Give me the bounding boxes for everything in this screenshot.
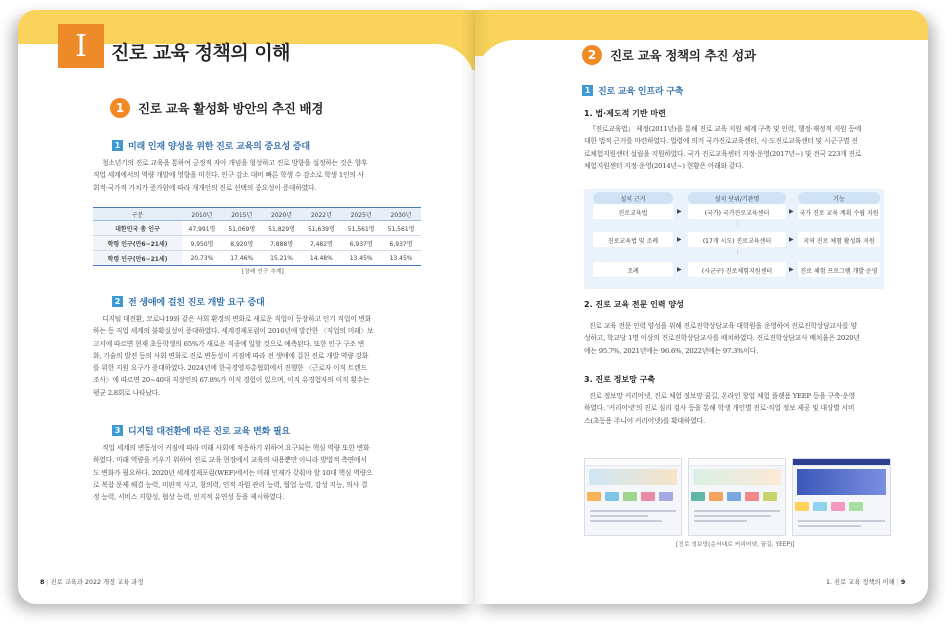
section-title: 진로 교육 활성화 방안의 추진 배경 bbox=[138, 101, 324, 116]
population-table bbox=[93, 207, 421, 266]
table-caption: [장래 인구 추계] bbox=[242, 269, 284, 275]
table-cell: 51,561명 bbox=[381, 221, 421, 236]
paragraph-legal-foundation bbox=[584, 123, 889, 172]
section-title: 진로 교육 정책의 추진 성과 bbox=[610, 48, 756, 63]
text-line: 정 능력, 서비스 지향성, 협상 능력, 인지적 유연성 등을 제시하였다. bbox=[93, 493, 284, 502]
chapter-title: 진로 교육 정책의 이해 bbox=[111, 42, 291, 64]
table-cell: 9,950명 bbox=[182, 236, 222, 251]
table-cell: 7,888명 bbox=[262, 236, 302, 251]
text-line: 를 위한 지원 요구가 증대하였다. 2024년에 한국경영자총협회에서 진행한 〈근로자 이직 트렌드 bbox=[93, 364, 367, 373]
table-cell: 13.45% bbox=[341, 251, 381, 266]
footer-text: 1. 진로 교육 정책의 이해 bbox=[826, 579, 895, 586]
text-line: 직업 세계에서의 역량 개발에 영향을 미친다. 인구 감소 대비 빠른 학생 수 감소로 학생 1인의 사 bbox=[93, 171, 365, 180]
subsection-heading-2 bbox=[112, 295, 265, 308]
text-line: 에는 95.7%, 2021년에는 96.6%, 2022년에는 97.3%이다. bbox=[584, 346, 759, 355]
row-header: 학령 인구(만6~21세) bbox=[93, 251, 182, 266]
paragraph-expert-training bbox=[584, 320, 889, 357]
arrow-right-icon: ▶ bbox=[789, 236, 794, 243]
text-line: 대한 법적 근거를 마련하였다. 법령에 의거 국가진로교육센터, 시·도진로교육센터 및 시군구별 진 bbox=[584, 137, 858, 146]
column-header: 2025년 bbox=[341, 208, 381, 221]
diagram-column-head: 설치 근거 bbox=[593, 192, 673, 204]
table-cell: 6,937명 bbox=[341, 236, 381, 251]
chapter-roman: I bbox=[75, 28, 87, 64]
page-number: 9 bbox=[900, 579, 906, 586]
diagram-institution: (국가) 국가진로교육센터 bbox=[704, 210, 770, 217]
table-cell: 13.45% bbox=[381, 251, 421, 266]
arrow-right-icon: ▶ bbox=[677, 208, 682, 215]
screenshots-caption: [진로 정보망(순서대로 커리어넷, 꿈길, YEEP)] bbox=[676, 542, 795, 548]
paragraph-importance bbox=[93, 157, 425, 194]
diagram-basis: 진로교육법 bbox=[618, 210, 648, 217]
text-line: 직업 세계의 변동성이 커짐에 따라 미래 사회에 적응하기 위하여 요구되는 핵심 역량 또한 변화 bbox=[102, 444, 370, 452]
text-line: 회적·국가적 가치가 증가함에 따라 개개인의 진로 선택의 중요성이 증대하였다. bbox=[93, 183, 317, 192]
table-cell: 51,829명 bbox=[262, 221, 302, 236]
diagram-basis: 조례 bbox=[627, 268, 639, 275]
text-line: 진로 정보망 커리어넷, 진로 체험 정보망 꿈길, 온라인 창업 체험 플랫폼 YEEP 등을 구축·운영 bbox=[589, 392, 855, 400]
vertical-dots-icon: ⋮ bbox=[735, 250, 740, 256]
paragraph-career-development bbox=[93, 313, 425, 399]
diagram-institution: (17개 시도) 진로교육센터 bbox=[702, 238, 772, 245]
text-line: 하였다. '커리어넷'의 진로 심리 검사 등을 통해 학생 개인별 진로·직업 정보 제공 및 대상별 서비 bbox=[584, 404, 855, 413]
arrow-right-icon: ▶ bbox=[789, 208, 794, 215]
table-cell: 51,069명 bbox=[222, 221, 262, 236]
column-header: 2030년 bbox=[381, 208, 421, 221]
subsection-number-badge: 1 bbox=[582, 85, 593, 96]
table-cell: 47,991명 bbox=[182, 221, 222, 236]
yeep-screenshot bbox=[792, 458, 891, 536]
info-network-screenshots bbox=[584, 458, 891, 536]
subsection-heading-1 bbox=[112, 139, 310, 152]
table-cell: 51,639명 bbox=[301, 221, 341, 236]
table-cell: 8,920명 bbox=[222, 236, 262, 251]
text-line: 스(초등용 주니어 커리어넷)를 확대하였다. bbox=[584, 416, 705, 425]
column-header: 2020년 bbox=[262, 208, 302, 221]
page-number: 8 bbox=[40, 579, 45, 586]
diagram-column-head: 설치 단위/기관명 bbox=[688, 192, 786, 204]
vertical-dots-icon: ⋮ bbox=[735, 221, 740, 227]
arrow-right-icon: ▶ bbox=[677, 266, 682, 273]
text-line: 청소년기의 진로 교육을 통하여 긍정적 자아 개념을 형성하고 진로 방향을 설정하는 것은 향후 bbox=[102, 159, 368, 167]
subsection-title: 진로 교육 인프라 구축 bbox=[598, 87, 684, 97]
subsection-number-badge: 1 bbox=[112, 140, 123, 151]
subsection-heading-infra bbox=[582, 84, 683, 97]
row-header: 대한민국 총 인구 bbox=[93, 221, 182, 236]
right-footer: 1. 진로 교육 정책의 이해 | 9 bbox=[826, 579, 906, 586]
chapter-number-tab bbox=[58, 24, 104, 68]
table-cell: 15.21% bbox=[262, 251, 302, 266]
column-header: 2022년 bbox=[301, 208, 341, 221]
footer-text: 진로 교육과 2022 개정 교육 과정 bbox=[50, 579, 144, 586]
table-cell: 7,482명 bbox=[301, 236, 341, 251]
paragraph-info-network bbox=[584, 390, 889, 427]
text-line: 로체험지원센터 설립을 지원하였다. 국가 진로교육센터 지정·운영(2017년~) 및 전국 223개 진로 bbox=[584, 149, 862, 158]
diagram-function: 국가 진로 교육 계획 수립 지원 bbox=[799, 210, 879, 217]
text-line: 도 변화가 필요하다. 2020년 세계경제포럼(WEF)에서는 미래 인재가 갖춰야 할 10대 핵심 역량으 bbox=[93, 468, 373, 477]
subsection-title: 전 생애에 걸친 진로 개발 요구 증대 bbox=[128, 298, 265, 308]
diagram-function: 진로 체험 프로그램 개발·운영 bbox=[800, 268, 878, 275]
table-row bbox=[93, 251, 421, 266]
arrow-right-icon: ▶ bbox=[677, 236, 682, 243]
diagram-institution: (시군구) 진로체험지원센터 bbox=[701, 268, 773, 275]
text-line: 화, 기술의 발전 등의 사회 변화로 진로 변동성이 커짐에 따라 전 생애에 걸친 진로 개발 역량 강화 bbox=[93, 351, 369, 360]
text-line: 고서에 따르면 현재 초등학생의 65%가 새로운 직종에 일할 것으로 예측된다. 또한 인구 구조 변 bbox=[93, 339, 365, 348]
legal-foundation-heading: 1. 법·제도적 기반 마련 bbox=[584, 109, 666, 118]
table-row bbox=[93, 236, 421, 251]
column-header: 구분 bbox=[93, 208, 182, 221]
paragraph-digital-transformation bbox=[93, 442, 425, 503]
section-heading-2 bbox=[582, 45, 756, 65]
column-header: 2010년 bbox=[182, 208, 222, 221]
text-line: 디지털 대전환, 코로나19와 같은 사회 환경의 변화로 새로운 직업이 등장하고 인기 직업이 변화 bbox=[102, 315, 372, 323]
section-heading-1 bbox=[110, 98, 323, 118]
text-line: 조사〉에 따르면 20~40대 직장인의 67.8%가 이직 경험이 있으며, 이직 유경험자의 이직 횟수는 bbox=[93, 376, 370, 385]
table-cell: 20.73% bbox=[182, 251, 222, 266]
table-cell: 51,561명 bbox=[341, 221, 381, 236]
subsection-heading-3 bbox=[112, 424, 290, 437]
subsection-number-badge: 2 bbox=[112, 296, 123, 307]
text-line: 체험지원센터 지정·운영(2014년~) 현황은 아래와 같다. bbox=[584, 161, 744, 170]
section-number-badge: 2 bbox=[582, 45, 602, 65]
table-cell: 6,937명 bbox=[381, 236, 421, 251]
table-header-row bbox=[93, 208, 421, 221]
expert-training-heading: 2. 진로 교육 전문 인력 양성 bbox=[584, 300, 684, 309]
subsection-title: 미래 인재 양성을 위한 진로 교육의 중요성 증대 bbox=[128, 142, 310, 152]
text-line: 『진로교육법』 제정(2011년)을 통해 진로 교육 지원 체계 구축 및 인력, 행정·재정적 지원 등에 bbox=[589, 125, 862, 133]
text-line: 로 복잡 문제 해결 능력, 비판적 사고, 창의력, 인적 자원 관리 능력, 협업 능력, 감성 지능, 의사 결 bbox=[93, 480, 368, 489]
table-cell: 17.46% bbox=[222, 251, 262, 266]
diagram-basis: 진로교육법 및 조례 bbox=[607, 238, 659, 245]
table-row bbox=[93, 221, 421, 236]
text-line: 평균 2.8회로 나타났다. bbox=[93, 388, 161, 397]
text-line: 하는 등 직업 세계의 불확실성이 증대하였다. 세계경제포럼이 2016년에 발간한 〈직업의 미래〉보 bbox=[93, 327, 374, 336]
kumgil-screenshot bbox=[688, 458, 786, 536]
careernet-screenshot bbox=[584, 458, 682, 536]
diagram-column-head: 기능 bbox=[798, 192, 880, 204]
text-line: 하였다. 미래 역량을 키우기 위하여 진로 교육 현장에서 교육의 내용뿐만 아니라 방법적 측면에서 bbox=[93, 456, 367, 465]
subsection-title: 디지털 대전환에 따른 진로 교육 변화 필요 bbox=[128, 427, 290, 437]
text-line: 진로 교육 전문 인력 양성을 위해 진로진학상담교육 대학원을 운영하여 진로진학상담교사를 양 bbox=[589, 322, 857, 330]
info-network-heading: 3. 진로 정보망 구축 bbox=[584, 375, 656, 384]
text-line: 성하고, 학교당 1명 이상의 진로진학상담교사를 배치하였다. 진로진학상담교사 배치율은 2020년 bbox=[584, 334, 860, 343]
arrow-right-icon: ▶ bbox=[789, 266, 794, 273]
row-header: 학령 인구(만6~21세) bbox=[93, 236, 182, 251]
left-footer: 8 | 진로 교육과 2022 개정 교육 과정 bbox=[40, 579, 144, 586]
section-number-badge: 1 bbox=[110, 98, 130, 118]
table-cell: 14.48% bbox=[301, 251, 341, 266]
column-header: 2015년 bbox=[222, 208, 262, 221]
diagram-function: 지역 진로 체험 활성화 지원 bbox=[803, 238, 875, 245]
subsection-number-badge: 3 bbox=[112, 425, 123, 436]
